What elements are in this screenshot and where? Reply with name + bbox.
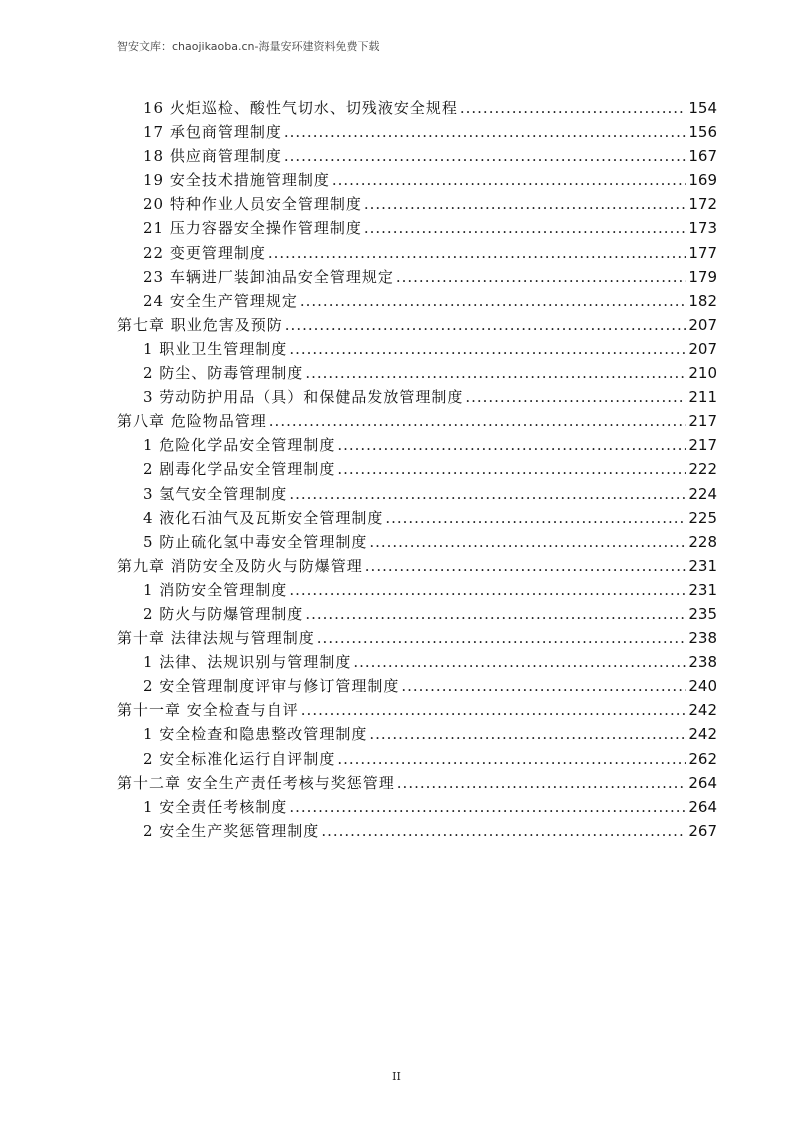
toc-section-entry[interactable]: [117, 650, 717, 674]
toc-entry-label: 第九章 消防安全及防火与防爆管理: [117, 556, 363, 575]
toc-entry-label: 2 安全标准化运行自评制度: [143, 749, 336, 768]
toc-entry-label: 1 法律、法规识别与管理制度: [143, 653, 352, 672]
toc-entry-label: 20 特种作业人员安全管理制度: [143, 195, 362, 214]
toc-dot-leader: [365, 554, 687, 578]
toc-dot-leader: [300, 289, 687, 313]
toc-entry-label: 3 劳动防护用品（具）和保健品发放管理制度: [143, 388, 464, 407]
toc-entry-page: 211: [688, 388, 717, 407]
toc-entry-page: 240: [688, 677, 717, 696]
toc-entry-page: 169: [688, 171, 717, 190]
toc-entry-page: 235: [688, 604, 717, 623]
toc-section-entry[interactable]: [117, 530, 717, 554]
toc-section-entry[interactable]: [117, 265, 717, 289]
toc-entry-page: 228: [688, 532, 717, 551]
toc-entry-label: 4 液化石油气及瓦斯安全管理制度: [143, 508, 384, 527]
toc-dot-leader: [337, 747, 686, 771]
toc-entry-page: 167: [688, 147, 717, 166]
toc-section-entry[interactable]: [117, 120, 717, 144]
toc-entry-label: 21 压力容器安全操作管理制度: [143, 219, 362, 238]
toc-entry-page: 210: [688, 364, 717, 383]
toc-dot-leader: [289, 578, 686, 602]
toc-entry-label: 19 安全技术措施管理制度: [143, 171, 330, 190]
toc-dot-leader: [401, 674, 686, 698]
toc-entry-page: 242: [688, 701, 717, 720]
toc-dot-leader: [332, 168, 687, 192]
toc-dot-leader: [321, 819, 686, 843]
toc-entry-label: 24 安全生产管理规定: [143, 291, 298, 310]
toc-entry-page: 207: [688, 339, 717, 358]
toc-dot-leader: [397, 771, 687, 795]
toc-dot-leader: [396, 265, 687, 289]
toc-entry-label: 2 安全生产奖惩管理制度: [143, 821, 320, 840]
toc-dot-leader: [301, 698, 687, 722]
toc-entry-label: 第十一章 安全检查与自评: [117, 701, 299, 720]
toc-entry-label: 第八章 危险物品管理: [117, 412, 267, 431]
toc-entry-label: 第七章 职业危害及预防: [117, 315, 283, 334]
toc-section-entry[interactable]: [117, 192, 717, 216]
toc-dot-leader: [317, 626, 687, 650]
toc-entry-label: 1 危险化学品安全管理制度: [143, 436, 336, 455]
toc-dot-leader: [289, 795, 686, 819]
toc-section-entry[interactable]: [117, 216, 717, 240]
toc-section-entry[interactable]: [117, 433, 717, 457]
toc-dot-leader: [284, 120, 687, 144]
table-of-contents: [117, 96, 717, 843]
toc-entry-label: 5 防止硫化氢中毒安全管理制度: [143, 532, 368, 551]
toc-dot-leader: [268, 241, 687, 265]
toc-entry-page: 182: [688, 291, 717, 310]
toc-chapter-entry[interactable]: [117, 409, 717, 433]
toc-entry-label: 3 氢气安全管理制度: [143, 484, 288, 503]
toc-entry-label: 1 安全检查和隐患整改管理制度: [143, 725, 368, 744]
toc-section-entry[interactable]: [117, 674, 717, 698]
toc-entry-page: 262: [688, 749, 717, 768]
toc-dot-leader: [369, 530, 686, 554]
toc-chapter-entry[interactable]: [117, 771, 717, 795]
toc-entry-label: 第十二章 安全生产责任考核与奖惩管理: [117, 773, 395, 792]
toc-section-entry[interactable]: [117, 385, 717, 409]
toc-section-entry[interactable]: [117, 602, 717, 626]
toc-section-entry[interactable]: [117, 241, 717, 265]
toc-dot-leader: [305, 361, 686, 385]
toc-entry-label: 22 变更管理制度: [143, 243, 266, 262]
toc-dot-leader: [465, 385, 686, 409]
toc-entry-page: 225: [688, 508, 717, 527]
toc-dot-leader: [289, 337, 686, 361]
toc-dot-leader: [369, 722, 686, 746]
toc-entry-page: 231: [688, 556, 717, 575]
toc-section-entry[interactable]: [117, 506, 717, 530]
toc-entry-page: 177: [688, 243, 717, 262]
toc-entry-page: 172: [688, 195, 717, 214]
toc-entry-label: 2 防尘、防毒管理制度: [143, 364, 304, 383]
toc-section-entry[interactable]: [117, 819, 717, 843]
toc-entry-page: 238: [688, 653, 717, 672]
toc-chapter-entry[interactable]: [117, 554, 717, 578]
toc-entry-label: 2 防火与防爆管理制度: [143, 604, 304, 623]
toc-entry-page: 231: [688, 580, 717, 599]
toc-entry-page: 154: [688, 99, 717, 117]
toc-section-entry[interactable]: [117, 289, 717, 313]
toc-entry-page: 238: [688, 629, 717, 648]
toc-dot-leader: [305, 602, 686, 626]
toc-entry-label: 1 职业卫生管理制度: [143, 339, 288, 358]
toc-entry-label: 23 车辆进厂装卸油品安全管理规定: [143, 267, 394, 286]
toc-dot-leader: [460, 96, 687, 120]
toc-section-entry[interactable]: [117, 361, 717, 385]
toc-entry-label: 2 剧毒化学品安全管理制度: [143, 460, 336, 479]
toc-entry-page: 217: [688, 412, 717, 431]
toc-entry-page: 156: [688, 123, 717, 142]
toc-dot-leader: [353, 650, 686, 674]
toc-entry-label: 17 承包商管理制度: [143, 123, 282, 142]
toc-section-entry[interactable]: [117, 168, 717, 192]
toc-entry-page: 264: [688, 797, 717, 816]
toc-entry-page: 224: [688, 484, 717, 503]
toc-entry-page: 179: [688, 267, 717, 286]
toc-dot-leader: [337, 457, 686, 481]
toc-entry-label: 2 安全管理制度评审与修订管理制度: [143, 677, 400, 696]
toc-chapter-entry[interactable]: [117, 626, 717, 650]
toc-dot-leader: [364, 216, 687, 240]
toc-section-entry[interactable]: [117, 795, 717, 819]
toc-entry-label: 1 消防安全管理制度: [143, 580, 288, 599]
toc-dot-leader: [385, 506, 686, 530]
toc-chapter-entry[interactable]: [117, 313, 717, 337]
toc-section-entry[interactable]: [117, 337, 717, 361]
toc-section-entry[interactable]: [117, 96, 717, 120]
toc-section-entry[interactable]: [117, 144, 717, 168]
toc-section-entry[interactable]: [117, 457, 717, 481]
toc-chapter-entry[interactable]: [117, 698, 717, 722]
toc-dot-leader: [337, 433, 686, 457]
toc-entry-page: 264: [688, 773, 717, 792]
toc-section-entry[interactable]: [117, 747, 717, 771]
toc-section-entry[interactable]: [117, 482, 717, 506]
toc-dot-leader: [269, 409, 687, 433]
toc-entry-page: 267: [688, 821, 717, 840]
toc-section-entry[interactable]: [117, 722, 717, 746]
toc-entry-label: 第十章 法律法规与管理制度: [117, 629, 315, 648]
toc-section-entry[interactable]: [117, 578, 717, 602]
toc-entry-page: 173: [688, 219, 717, 238]
page-header: 智安文库：chaojikaoba.cn-海量安环建资料免费下载: [117, 40, 380, 53]
page-number: II: [392, 1070, 401, 1083]
toc-entry-page: 207: [688, 315, 717, 334]
toc-entry-label: 1 安全责任考核制度: [143, 797, 288, 816]
toc-entry-page: 217: [688, 436, 717, 455]
toc-dot-leader: [284, 144, 687, 168]
toc-entry-page: 222: [688, 460, 717, 479]
toc-dot-leader: [289, 482, 686, 506]
toc-entry-page: 242: [688, 725, 717, 744]
toc-dot-leader: [364, 192, 687, 216]
toc-entry-label: 18 供应商管理制度: [143, 147, 282, 166]
toc-dot-leader: [285, 313, 687, 337]
toc-entry-label: 16 火炬巡检、酸性气切水、切残液安全规程: [143, 99, 458, 117]
